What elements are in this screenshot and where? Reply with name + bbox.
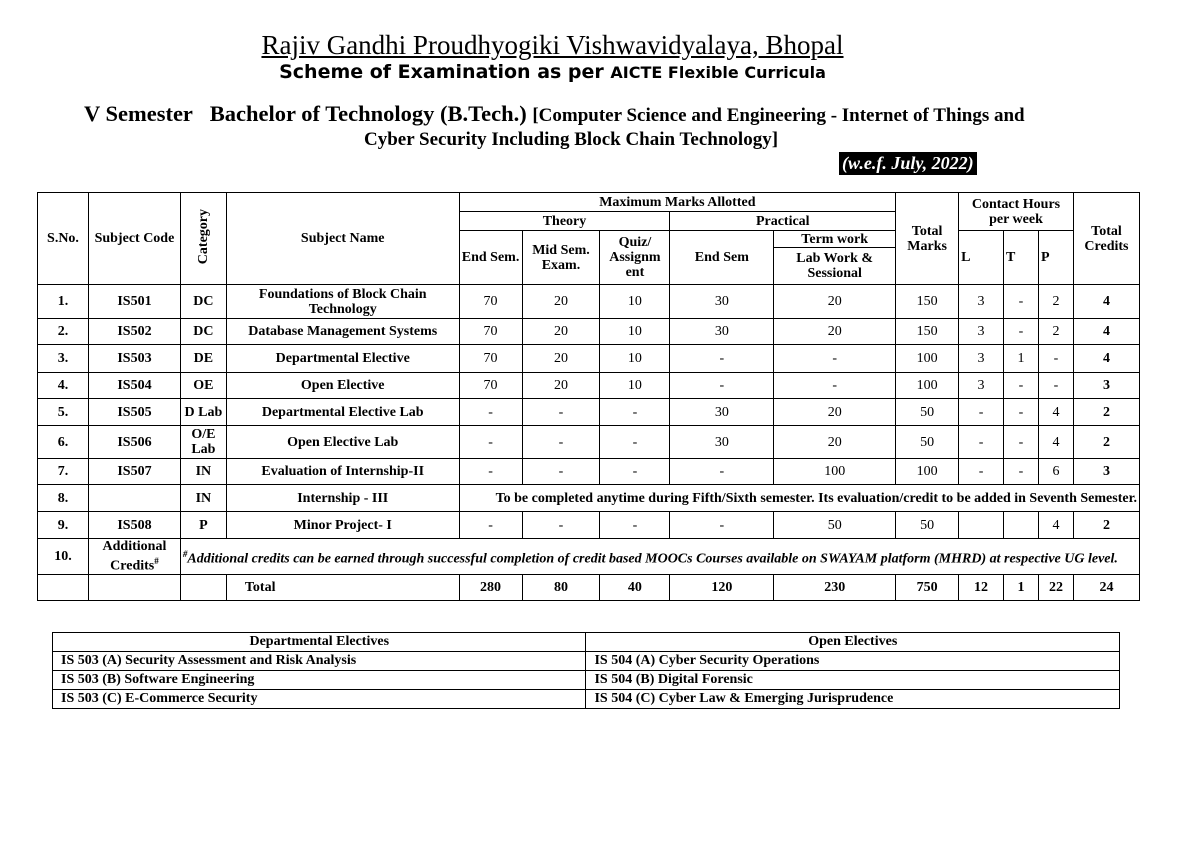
total-mid-sem: 80 (522, 574, 600, 600)
row-total-marks: 50 (896, 399, 959, 426)
row-code: IS507 (88, 459, 180, 485)
table-row (38, 285, 1140, 319)
total-prac-end-sem: 120 (670, 574, 774, 600)
row-sno: 6. (38, 426, 89, 459)
row-credits: 2 (1073, 399, 1139, 426)
row-P: - (1038, 373, 1073, 399)
row-lab-work: 20 (774, 285, 896, 319)
row-sno: 10. (38, 539, 89, 575)
row-end-sem: - (459, 512, 522, 539)
row-code: IS505 (88, 399, 180, 426)
row-total-marks: 50 (896, 512, 959, 539)
dept-elective-item: IS 503 (B) Software Engineering (53, 671, 586, 690)
header-subject-code: Subject Code (88, 193, 180, 285)
header-end-sem: End Sem. (459, 231, 522, 285)
row-end-sem: - (459, 426, 522, 459)
row-T: - (1004, 319, 1039, 345)
row-quiz: 10 (600, 319, 670, 345)
row-T: - (1004, 459, 1039, 485)
row-mid-sem: 20 (522, 373, 600, 399)
total-P: 22 (1038, 574, 1073, 600)
header-theory: Theory (459, 212, 670, 231)
row-T: - (1004, 373, 1039, 399)
row-T: - (1004, 426, 1039, 459)
row-total-marks: 150 (896, 319, 959, 345)
header-contact-hours: Contact Hours per week (959, 193, 1074, 231)
row-category: DC (180, 285, 226, 319)
header-T: T (1004, 231, 1039, 285)
header-max-marks: Maximum Marks Allotted (459, 193, 896, 212)
semester-line (84, 101, 1025, 127)
row-quiz: - (600, 399, 670, 426)
row-L: 3 (959, 319, 1004, 345)
row-code: IS506 (88, 426, 180, 459)
table-row (38, 319, 1140, 345)
row-end-sem: - (459, 399, 522, 426)
row-T (1004, 512, 1039, 539)
header-term-work: Term work (774, 231, 896, 248)
row-mid-sem: 20 (522, 285, 600, 319)
row-category: DE (180, 345, 226, 373)
row-category: DC (180, 319, 226, 345)
header-P: P (1038, 231, 1073, 285)
row-prac-end-sem: 30 (670, 319, 774, 345)
row-prac-end-sem: 30 (670, 399, 774, 426)
row-subject-name: Open Elective Lab (226, 426, 459, 459)
row-total-marks: 100 (896, 459, 959, 485)
row-total-marks: 100 (896, 373, 959, 399)
total-empty-1 (38, 574, 89, 600)
row-mid-sem: - (522, 459, 600, 485)
row-subject-name: Foundations of Block Chain Technology (226, 285, 459, 319)
header-subject-name: Subject Name (226, 193, 459, 285)
row-category: D Lab (180, 399, 226, 426)
table-row (38, 459, 1140, 485)
row-quiz: - (600, 426, 670, 459)
row-P: 4 (1038, 512, 1073, 539)
row-P: 2 (1038, 319, 1073, 345)
header-total-credits: Total Credits (1073, 193, 1139, 285)
row-P: 2 (1038, 285, 1073, 319)
university-title: Rajiv Gandhi Proudhyogiki Vishwavidyalaya, Bhopal (261, 30, 844, 60)
row-P: 4 (1038, 399, 1073, 426)
row-prac-end-sem: 30 (670, 426, 774, 459)
table-row (38, 485, 1140, 512)
row-mid-sem: - (522, 399, 600, 426)
row-sno: 7. (38, 459, 89, 485)
scheme-suffix: AICTE Flexible Curricula (610, 63, 826, 82)
row-quiz: - (600, 459, 670, 485)
additional-credits-label: Additional Credits (102, 539, 167, 574)
row-code: IS501 (88, 285, 180, 319)
row-category: OE (180, 373, 226, 399)
row-total-marks: 50 (896, 426, 959, 459)
table-row (38, 399, 1140, 426)
header-prac-end-sem: End Sem (670, 231, 774, 285)
row-L: 3 (959, 285, 1004, 319)
total-empty-2 (88, 574, 180, 600)
row-L: - (959, 399, 1004, 426)
row-sno: 9. (38, 512, 89, 539)
row-sno: 2. (38, 319, 89, 345)
row-subject-name: Minor Project- I (226, 512, 459, 539)
row-L: 3 (959, 345, 1004, 373)
row-L: 3 (959, 373, 1004, 399)
row-category: P (180, 512, 226, 539)
row-subject-name: Departmental Elective Lab (226, 399, 459, 426)
open-elective-item: IS 504 (A) Cyber Security Operations (586, 652, 1120, 671)
row-subject-name: Database Management Systems (226, 319, 459, 345)
row-sno: 1. (38, 285, 89, 319)
row-credits: 3 (1073, 373, 1139, 399)
row-sno: 4. (38, 373, 89, 399)
row-code (88, 485, 180, 512)
totals-row (38, 574, 1140, 600)
additional-credits-note (180, 539, 1139, 575)
row-subject-name: Internship - III (226, 485, 459, 512)
subject-rows (38, 285, 1140, 485)
row-lab-work: 50 (774, 512, 896, 539)
row-L: - (959, 459, 1004, 485)
row-end-sem: - (459, 459, 522, 485)
row-sno: 5. (38, 399, 89, 426)
row-prac-end-sem: - (670, 512, 774, 539)
header-sno: S.No. (38, 193, 89, 285)
row-code: IS504 (88, 373, 180, 399)
row-P: - (1038, 345, 1073, 373)
row-credits: 2 (1073, 426, 1139, 459)
row-prac-end-sem: - (670, 373, 774, 399)
branch-line2: Cyber Security Including Block Chain Technology] (364, 129, 779, 150)
dept-elective-item: IS 503 (A) Security Assessment and Risk Analysis (53, 652, 586, 671)
row-lab-work: 20 (774, 426, 896, 459)
row-P: 6 (1038, 459, 1073, 485)
note-text: Additional credits can be earned through successful completion of credit based MOOCs Courses available on SWAYAM platform (MHRD) at respective UG level. (187, 551, 1118, 567)
row-mid-sem: - (522, 512, 600, 539)
row-quiz: - (600, 512, 670, 539)
header-practical: Practical (670, 212, 896, 231)
row-subject-name: Departmental Elective (226, 345, 459, 373)
table-row (38, 373, 1140, 399)
row-end-sem: 70 (459, 345, 522, 373)
row-lab-work: 20 (774, 399, 896, 426)
open-electives-header: Open Electives (586, 633, 1120, 652)
table-row (38, 345, 1140, 373)
table-row (38, 512, 1140, 539)
row-subject-name: Evaluation of Internship-II (226, 459, 459, 485)
total-empty-3 (180, 574, 226, 600)
header-quiz: Quiz/ Assignm ent (600, 231, 670, 285)
row-prac-end-sem: - (670, 345, 774, 373)
row-L (959, 512, 1004, 539)
row-credits: 4 (1073, 345, 1139, 373)
dept-elective-item: IS 503 (C) E-Commerce Security (53, 690, 586, 709)
row-total-marks: 150 (896, 285, 959, 319)
additional-credits-mark: # (154, 556, 159, 566)
total-marks: 750 (896, 574, 959, 600)
row-credits: 2 (1073, 512, 1139, 539)
row-mid-sem: - (522, 426, 600, 459)
internship-note: To be completed anytime during Fifth/Sixth semester. Its evaluation/credit to be added in Seventh Semester. (459, 485, 1139, 512)
row-prac-end-sem: - (670, 459, 774, 485)
scheme-subtitle (0, 61, 1105, 83)
total-lab-work: 230 (774, 574, 896, 600)
row-sno: 8. (38, 485, 89, 512)
branch-line1: [Computer Science and Engineering - Internet of Things and (532, 105, 1025, 126)
row-T: 1 (1004, 345, 1039, 373)
row-T: - (1004, 399, 1039, 426)
row-lab-work: 100 (774, 459, 896, 485)
scheme-table (37, 192, 1140, 601)
row-category: IN (180, 459, 226, 485)
total-L: 12 (959, 574, 1004, 600)
row-credits: 4 (1073, 319, 1139, 345)
row-credits: 4 (1073, 285, 1139, 319)
total-credits: 24 (1073, 574, 1139, 600)
row-mid-sem: 20 (522, 345, 600, 373)
row-quiz: 10 (600, 285, 670, 319)
scheme-prefix: Scheme of Examination as per (279, 61, 611, 83)
category-label: Category (195, 208, 211, 265)
total-T: 1 (1004, 574, 1039, 600)
note-mark: # (182, 548, 188, 559)
header-L: L (959, 231, 1004, 285)
open-elective-item: IS 504 (C) Cyber Law & Emerging Jurisprudence (586, 690, 1120, 709)
row-category: O/E Lab (180, 426, 226, 459)
header-total-marks: Total Marks (896, 193, 959, 285)
row-L: - (959, 426, 1004, 459)
total-quiz: 40 (600, 574, 670, 600)
row-code (88, 539, 180, 575)
row-category: IN (180, 485, 226, 512)
row-code: IS502 (88, 319, 180, 345)
row-code: IS508 (88, 512, 180, 539)
table-row (38, 426, 1140, 459)
electives-table (52, 632, 1120, 709)
dept-electives-header: Departmental Electives (53, 633, 586, 652)
row-sno: 3. (38, 345, 89, 373)
total-label: Total (226, 574, 459, 600)
header-category (180, 193, 226, 285)
row-end-sem: 70 (459, 319, 522, 345)
header-lab-work: Lab Work & Sessional (774, 248, 896, 285)
row-end-sem: 70 (459, 373, 522, 399)
degree: Bachelor of Technology (B.Tech.) (209, 101, 527, 126)
row-T: - (1004, 285, 1039, 319)
row-credits: 3 (1073, 459, 1139, 485)
table-row (38, 539, 1140, 575)
row-end-sem: 70 (459, 285, 522, 319)
total-end-sem: 280 (459, 574, 522, 600)
row-lab-work: - (774, 373, 896, 399)
row-quiz: 10 (600, 345, 670, 373)
row-lab-work: 20 (774, 319, 896, 345)
row-mid-sem: 20 (522, 319, 600, 345)
row-lab-work: - (774, 345, 896, 373)
row-quiz: 10 (600, 373, 670, 399)
row-subject-name: Open Elective (226, 373, 459, 399)
open-elective-item: IS 504 (B) Digital Forensic (586, 671, 1120, 690)
wef-badge: (w.e.f. July, 2022) (839, 152, 977, 175)
row-total-marks: 100 (896, 345, 959, 373)
header-mid-sem: Mid Sem. Exam. (522, 231, 600, 285)
row-prac-end-sem: 30 (670, 285, 774, 319)
semester: V Semester (84, 101, 193, 126)
row-P: 4 (1038, 426, 1073, 459)
row-code: IS503 (88, 345, 180, 373)
